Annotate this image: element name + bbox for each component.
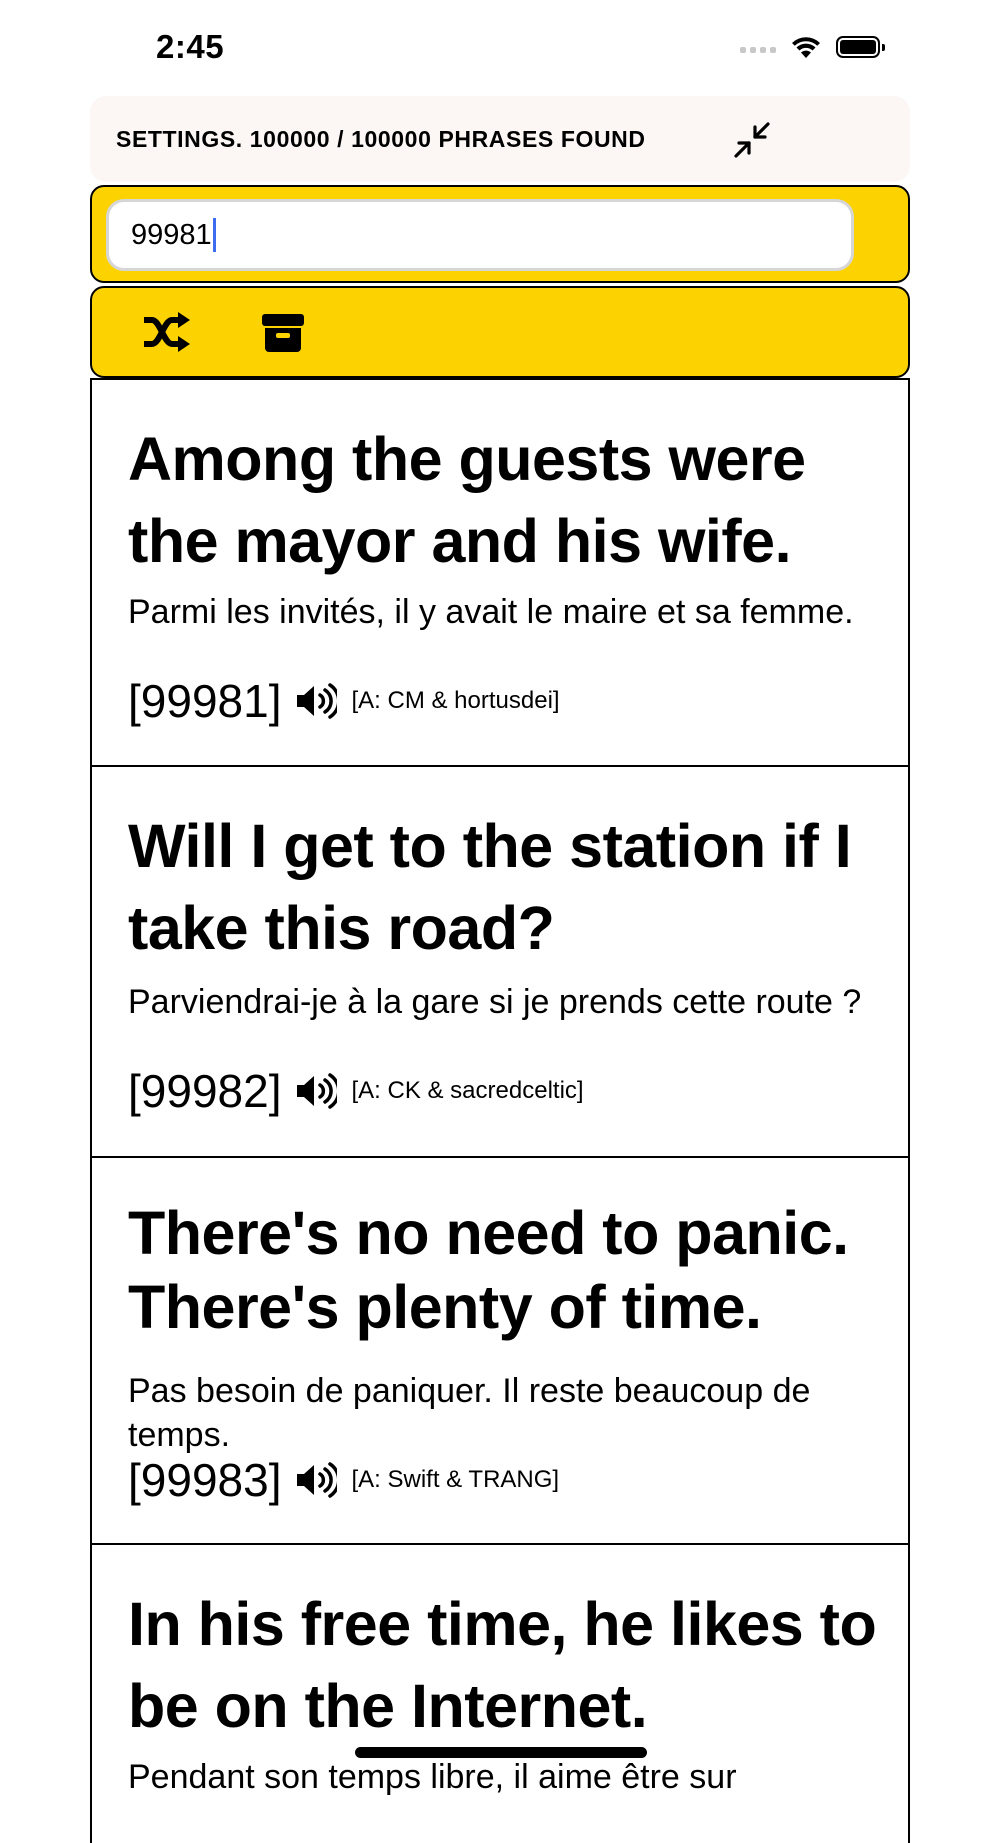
phrase-card[interactable] [90, 1156, 910, 1545]
phrase-meta [128, 676, 560, 726]
speaker-icon[interactable] [295, 1462, 337, 1498]
action-bar [90, 286, 910, 378]
phrase-number: [99981] [128, 675, 282, 727]
phrase-card[interactable] [90, 765, 910, 1158]
wifi-icon [790, 34, 822, 60]
phrase-attribution: [A: Swift & TRANG] [351, 1466, 560, 1493]
phrase-number: [99983] [128, 1454, 282, 1506]
phrase-number: [99982] [128, 1065, 282, 1117]
status-bar [0, 0, 1000, 95]
settings-header[interactable] [90, 96, 910, 182]
phrase-meta [128, 1455, 559, 1505]
phrase-card[interactable] [90, 1543, 910, 1843]
phrase-french: Pas besoin de paniquer. Il reste beaucoup de temps. [128, 1372, 811, 1454]
phrase-attribution: [A: CM & hortusdei] [351, 687, 560, 714]
text-caret [213, 218, 216, 252]
status-time: 2:45 [156, 28, 225, 65]
home-indicator[interactable] [355, 1747, 647, 1758]
phrase-english: There's no need to panic. There's plenty of time. [128, 1199, 849, 1341]
cellular-signal-icon [740, 47, 776, 53]
collapse-arrows-icon[interactable] [730, 118, 774, 162]
header-title: SETTINGS. 100000 / 100000 PHRASES FOUND [116, 126, 646, 152]
search-bar [90, 185, 910, 283]
speaker-icon[interactable] [295, 1073, 337, 1109]
search-input[interactable] [106, 199, 854, 271]
phrase-english: Will I get to the station if I take this road? [128, 812, 852, 962]
shuffle-icon[interactable] [142, 310, 192, 354]
phrase-english: Among the guests were the mayor and his wife. [128, 425, 806, 575]
phrase-french: Parviendrai-je à la gare si je prends cette route ? [128, 983, 862, 1021]
phrase-attribution: [A: CK & sacredceltic] [351, 1077, 584, 1104]
battery-icon [836, 36, 880, 58]
phrase-english: In his free time, he likes to be on the Internet. [128, 1590, 877, 1740]
search-input-value: 99981 [131, 218, 212, 251]
phrase-meta [128, 1066, 584, 1116]
archive-box-icon[interactable] [260, 310, 306, 354]
phrase-french: Parmi les invités, il y avait le maire et sa femme. [128, 593, 854, 631]
phrase-french: Pendant son temps libre, il aime être sur [128, 1758, 737, 1796]
phrase-card[interactable] [90, 378, 910, 767]
speaker-icon[interactable] [295, 683, 337, 719]
status-icons [740, 34, 880, 60]
